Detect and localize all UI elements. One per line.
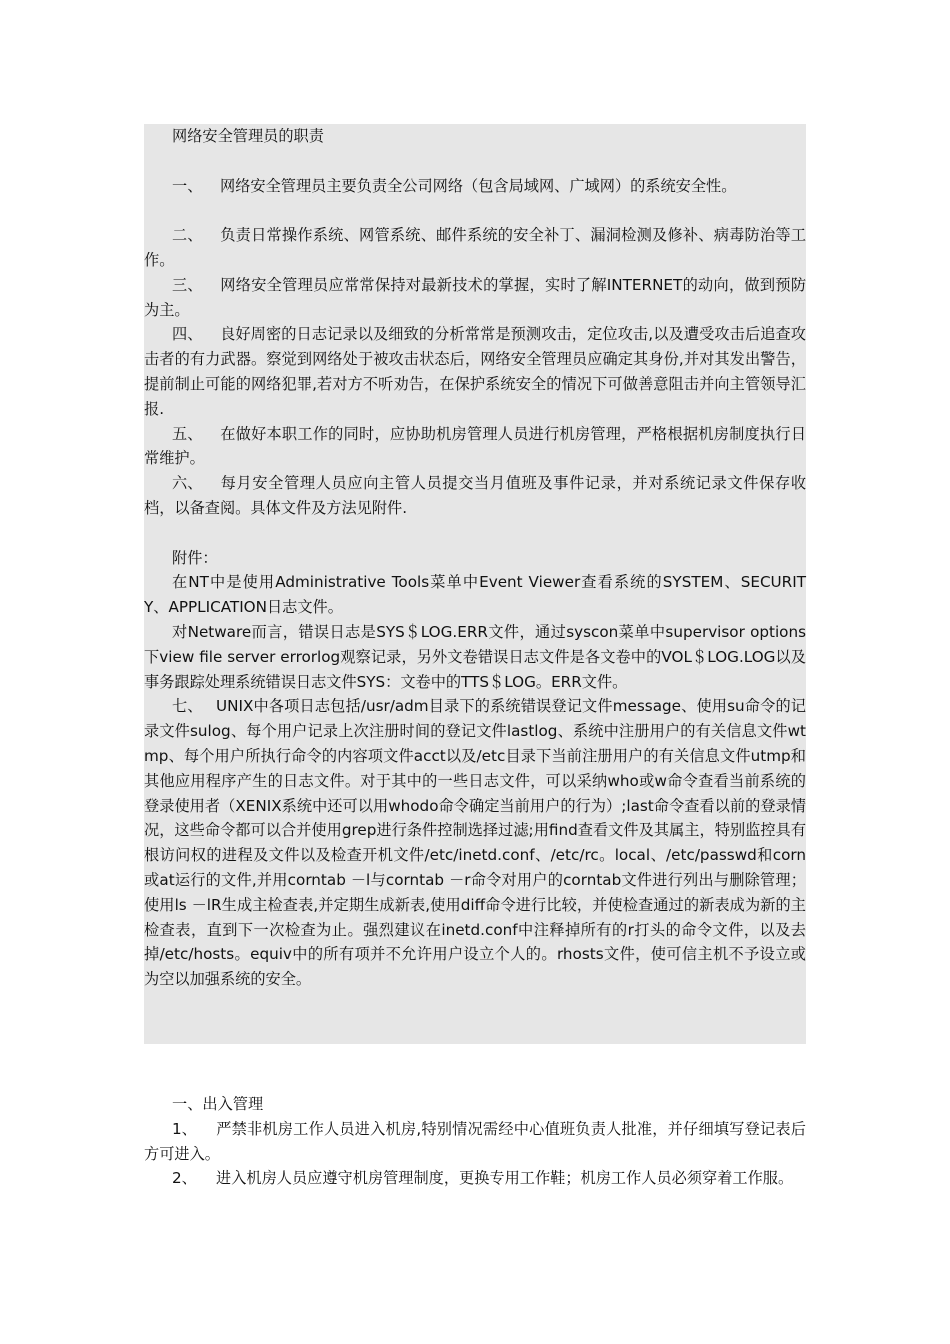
item-number: 三、 bbox=[172, 275, 203, 294]
appendix-paragraph: 对Netware而言，错误日志是SYS＄LOG.ERR文件，通过syscon菜单中supervisor options下view file server errorlog观察记录，另外文卷错误日志文件是各文卷中的VOL＄LOG.LOG以及事务跟踪处理系统错误日志文件SYS：文卷中的TTS＄LOG。ERR文件。 bbox=[144, 622, 806, 691]
list-item bbox=[144, 223, 806, 273]
list-item bbox=[144, 422, 806, 472]
item-number: 五、 bbox=[172, 424, 203, 443]
item-text: 负责日常操作系统、网管系统、邮件系统的安全补丁、漏洞检测及修补、病毒防治等工作。 bbox=[144, 226, 806, 269]
item-text: 良好周密的日志记录以及细致的分析常常是预测攻击，定位攻击,以及遭受攻击后追查攻击者的有力武器。察觉到网络处于被攻击状态后，网络安全管理员应确定其身份,并对其发出警告，提前制止可能的网络犯罪,若对方不听劝告，在保护系统安全的情况下可做善意阻击并向主管领导汇报. bbox=[144, 325, 806, 418]
list-item bbox=[144, 174, 806, 199]
list-item bbox=[144, 1117, 806, 1167]
section-access-management bbox=[144, 1092, 806, 1191]
item-text: 进入机房人员应遵守机房管理制度，更换专用工作鞋；机房工作人员必须穿着工作服。 bbox=[216, 1169, 794, 1188]
item-number: 2、 bbox=[172, 1169, 197, 1188]
item-text: 每月安全管理人员应向主管人员提交当月值班及事件记录，并对系统记录文件保存收档，以备查阅。具体文件及方法见附件. bbox=[144, 474, 806, 517]
list-item bbox=[144, 273, 806, 323]
item-number: 六、 bbox=[172, 474, 203, 493]
item-number: 四、 bbox=[172, 325, 203, 344]
spacer bbox=[144, 149, 806, 174]
item-text: 严禁非机房工作人员进入机房,特别情况需经中心值班负责人批准，并仔细填写登记表后方可进入。 bbox=[144, 1119, 806, 1163]
spacer bbox=[144, 521, 806, 546]
item-text: 网络安全管理员主要负责全公司网络（包含局域网、广域网）的系统安全性。 bbox=[220, 176, 737, 195]
item-text: 在做好本职工作的同时，应协助机房管理人员进行机房管理，严格根据机房制度执行日常维护。 bbox=[144, 424, 806, 468]
spacer bbox=[144, 198, 806, 223]
item-text: UNIX中各项日志包括/usr/adm目录下的系统错误登记文件message、使用su命令的记录文件sulog、每个用户记录上次注册时间的登记文件lastlog、系统中注册用户的有关信息文件wtmp、每个用户所执行命令的内容项文件acct以及/etc目录下当前注册用户的有关信息文件utmp和其他应用程序产生的日志文件。对于其中的一些日志文件，可以采纳who或w命令查看当前系统的登录使用者（XENIX系统中还可以用whodo命令确定当前用户的行为）;last命令查看以前的登录情况，这些命令都可以合并使用grep进行条件控制选择过滤;用find查看文件及其属主，特别监控具有根访问权的进程及文件以及检查开机文件/etc/inetd.conf、/etc/rc。local、/etc/passwd和corn或at运行的文件,并用corntab －l与corntab －r命令对用户的corntab文件进行列出与删除管理；使用ls －lR生成主检查表,并定期生成新表,使用diff命令进行比较，并使检查通过的新表成为新的主检查表，直到下一次检查为止。强烈建议在inetd.conf中注释掉所有的r打头的命令文件，以及去掉/etc/hosts。equiv中的所有项并不允许用户设立个人的。rhosts文件，使可信主机不予设立或为空以加强系统的安全。 bbox=[144, 697, 806, 989]
section-title: 网络安全管理员的职责 bbox=[172, 127, 324, 145]
section-responsibilities bbox=[144, 124, 806, 992]
list-item bbox=[144, 694, 806, 992]
item-number: 二、 bbox=[172, 226, 203, 245]
item-text: 网络安全管理员应常常保持对最新技术的掌握，实时了解INTERNET的动向，做到预防为主。 bbox=[144, 275, 806, 319]
list-item bbox=[144, 322, 806, 421]
item-number: 一、 bbox=[172, 176, 203, 195]
item-number: 1、 bbox=[172, 1119, 197, 1138]
appendix-title: 附件： bbox=[172, 548, 218, 567]
item-number: 七、 bbox=[172, 697, 203, 716]
section-title: 一、出入管理 bbox=[172, 1095, 264, 1113]
list-item bbox=[144, 471, 806, 521]
list-item bbox=[144, 1166, 806, 1191]
appendix-paragraph: 在NT中是使用Administrative Tools菜单中Event Viewer查看系统的SYSTEM、SECURITY、APPLICATION日志文件。 bbox=[144, 573, 806, 617]
